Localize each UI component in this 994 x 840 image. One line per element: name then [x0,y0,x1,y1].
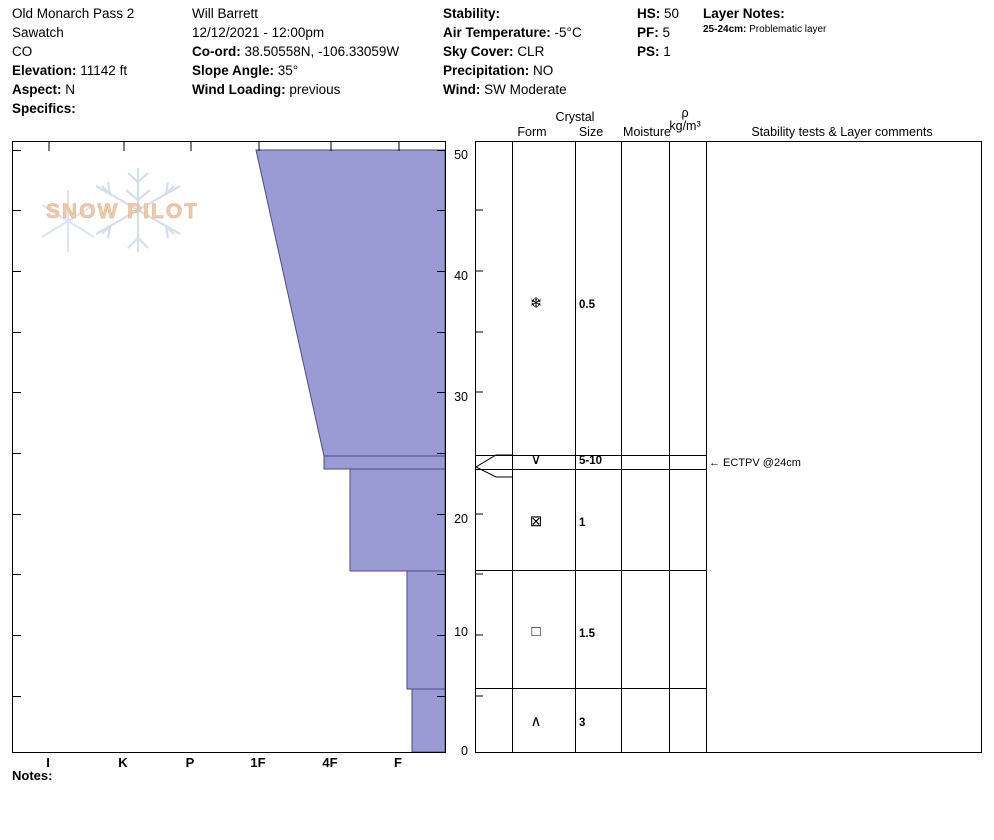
depth-label-10: 10 [454,625,468,639]
depth-label-0: 0 [461,744,468,758]
layer-bar-1 [324,456,445,469]
header-conditions-column [443,4,643,99]
depth-tick-15-right [437,574,445,575]
form-header: Form [517,125,547,139]
layer-notes-title: Layer Notes: [703,6,785,21]
grain-size-3: 1.5 [579,628,595,640]
header-observer-column [192,4,442,99]
grain-form-icon-2: ⊠ [529,513,543,530]
grain-form-icon-4: ∧ [530,713,542,730]
hardness-axis-labels [12,755,446,773]
hardness-label-K: K [118,755,128,770]
site-state: CO [12,44,33,59]
precipitation-row [443,61,643,80]
grid-col-divider-4 [669,142,670,752]
wind-label: Wind: [443,82,481,97]
stability-test-comment-0: ← ECTPV @24cm [709,457,801,469]
stability-tests-header: Stability tests & Layer comments [751,125,933,139]
depth-tick-5-right [437,696,445,697]
hs-value: 50 [664,6,680,21]
slope-angle-label: Slope Angle: [192,63,275,78]
wind-value: SW Moderate [484,82,567,97]
slope-angle-value: 35° [277,63,299,78]
header [0,0,994,118]
wind-loading-value: previous [289,82,341,97]
air-temperature-row [443,23,643,42]
hardness-profile-plot [12,141,446,753]
site-name: Old Monarch Pass 2 [12,6,135,21]
grain-form-icon-3: □ [531,623,541,640]
hardness-label-F: F [394,755,402,770]
specifics-label: Specifics: [12,101,76,116]
crystal-header: Crystal [555,110,595,124]
grain-form-icon-0: ❄ [529,295,543,312]
depth-tick-10-left [13,635,21,636]
grid-col-divider-5 [706,142,707,752]
layer-bar-4 [412,689,445,752]
depth-tick-20-left [13,514,21,515]
coord-value: 38.50558N, -106.33059W [244,44,400,59]
header-layer-notes-column [703,4,983,37]
depth-label-40: 40 [454,269,468,283]
observer-name: Will Barrett [192,6,259,21]
depth-tick-35-left [13,332,21,333]
header-indices-column [637,4,702,61]
coord-label: Co-ord: [192,44,241,59]
grain-form-icon-1: ∨ [530,451,542,468]
site-specifics [12,99,192,118]
layer-data-grid [475,141,982,753]
depth-tick-15-left [13,574,21,575]
slope-angle [192,61,442,80]
site-elevation [12,61,192,80]
pf-value: 5 [662,25,671,40]
grain-size-2: 1 [579,517,586,529]
observation-coordinates [192,42,442,61]
depth-label-20: 20 [454,512,468,526]
notes-label: Notes: [12,768,53,783]
layer-bar-0 [256,150,445,456]
moisture-header: Moisture [623,125,671,139]
grid-col-divider-3 [621,142,622,752]
pf-row [637,23,702,42]
hs-row [637,4,702,23]
hardness-axis-ticks [13,142,445,154]
depth-tick-25-left [13,453,21,454]
depth-tick-45-right [437,210,445,211]
ps-label: PS: [637,44,660,59]
ps-value: 1 [663,44,671,59]
observation-datetime: 12/12/2021 - 12:00pm [192,25,325,40]
hardness-label-P: P [185,755,195,770]
depth-tick-40-left [13,271,21,272]
stability-row [443,4,643,23]
grain-size-4: 3 [579,717,586,729]
elevation-label: Elevation: [12,63,77,78]
weak-layer-marker-icon [476,445,516,485]
size-header: Size [578,125,604,139]
hardness-label-4F: 4F [322,755,338,770]
elevation-value: 11142 ft [80,63,128,78]
aspect-value: N [65,82,76,97]
wind-row [443,80,643,99]
aspect-label: Aspect: [12,82,62,97]
precipitation-value: NO [533,63,554,78]
depth-label-30: 30 [454,390,468,404]
hardness-label-I: I [46,755,50,770]
sky-cover-label: Sky Cover: [443,44,514,59]
hs-label: HS: [637,6,661,21]
wind-loading-label: Wind Loading: [192,82,286,97]
wind-loading [192,80,442,99]
depth-tick-25-right [437,453,445,454]
density-units: kg/m³ [669,119,701,133]
watermark-text: SNOW PILOT [46,200,199,223]
layer-note-entry [703,23,983,37]
depth-tick-35-right [437,332,445,333]
stability-label: Stability: [443,6,501,21]
precipitation-label: Precipitation: [443,63,530,78]
layer-note-depth: 25-24cm: [703,24,747,35]
sky-cover-row [443,42,643,61]
site-aspect [12,80,192,99]
depth-tick-5-left [13,696,21,697]
header-site-column [12,4,192,118]
air-temperature-label: Air Temperature: [443,25,551,40]
density-symbol: ρ [681,106,689,120]
hardness-label-1F: 1F [250,755,266,770]
ps-row [637,42,702,61]
pf-label: PF: [637,25,659,40]
depth-tick-45-left [13,210,21,211]
layer-hardness-bars [13,142,445,752]
grain-size-1: 5-10 [579,455,603,467]
grid-col-divider-2 [575,142,576,752]
layer-bar-2 [350,469,445,571]
site-range: Sawatch [12,25,64,40]
depth-tick-30-left [13,392,21,393]
air-temperature-value: -5°C [554,25,582,40]
depth-label-50: 50 [454,148,468,162]
layer-note-text: Problematic layer [749,24,827,35]
sky-cover-value: CLR [517,44,545,59]
grain-size-0: 0.5 [579,299,595,311]
